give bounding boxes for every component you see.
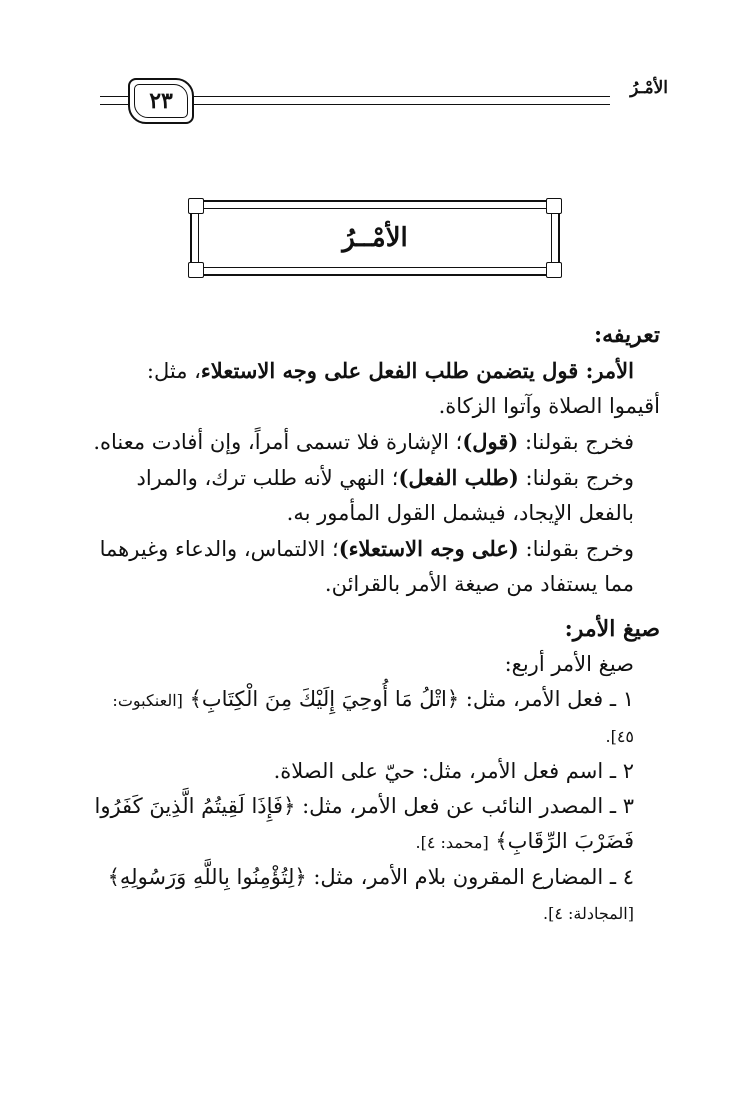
definition-after: ، مثل: xyxy=(146,359,201,383)
page-number: ٢٣ xyxy=(149,88,173,114)
exclusion-paragraph xyxy=(80,424,660,460)
page-number-frame xyxy=(128,78,194,124)
title-box xyxy=(190,200,560,276)
running-title: الأمْـرُ xyxy=(630,78,668,98)
form-item xyxy=(80,682,660,754)
quran-quote: ﴿اتْلُ مَا أُوحِيَ إِلَيْكَ مِنَ الْكِتَابِ﴾ xyxy=(189,687,460,711)
exclusion-rest: ؛ الإشارة فلا تسمى أمراً، وإن أفادت معناه. xyxy=(93,430,463,454)
definition-example: أقيموا الصلاة وآتوا الزكاة. xyxy=(438,394,660,418)
definition-text: : قول يتضمن طلب الفعل على وجه الاستعلاء xyxy=(200,358,594,383)
header-rule xyxy=(192,96,610,105)
exclusion-phrase: (طلب الفعل) xyxy=(398,465,519,490)
page-header xyxy=(88,70,668,126)
forms-heading: صيغ الأمر: xyxy=(564,616,660,642)
verse-reference: [العنكبوت: ٤٥]. xyxy=(112,691,634,746)
definition-paragraph xyxy=(80,353,660,389)
exclusion-paragraph xyxy=(80,460,660,531)
spacer xyxy=(80,602,660,612)
forms-intro: صيغ الأمر أربع: xyxy=(504,652,634,676)
quran-quote: ﴿لِتُؤْمِنُوا بِاللَّهِ وَرَسُولِهِ﴾ xyxy=(107,865,307,889)
frame-corner xyxy=(188,262,204,278)
form-item-text: ٣ ـ المصدر النائب عن فعل الأمر، مثل: xyxy=(295,794,634,818)
verse-reference: [محمد: ٤]. xyxy=(415,833,489,852)
exclusion-rest: ؛ الالتماس، والدعاء وغيرهما مما يستفاد من صيغة الأمر بالقرائن. xyxy=(99,537,634,596)
frame-corner xyxy=(546,198,562,214)
frame-corner xyxy=(546,262,562,278)
form-item xyxy=(80,789,660,860)
frame-corner xyxy=(188,198,204,214)
exclusion-paragraph xyxy=(80,531,660,602)
definition-heading: تعريفه: xyxy=(593,322,660,348)
exclusion-lead: فخرج بقولنا: xyxy=(518,430,634,454)
verse-reference: [المجادلة: ٤]. xyxy=(543,904,634,923)
form-item-text: ٢ ـ اسم فعل الأمر، مثل: حيّ على الصلاة. xyxy=(273,759,634,783)
form-item xyxy=(80,860,660,931)
form-item-text: ٤ ـ المضارع المقرون بلام الأمر، مثل: xyxy=(306,865,634,889)
exclusion-lead: وخرج بقولنا: xyxy=(518,537,634,561)
definition-term: الأمر xyxy=(593,358,634,383)
form-item xyxy=(80,754,660,789)
exclusion-phrase: (قول) xyxy=(462,429,519,454)
form-item-text: ١ ـ فعل الأمر، مثل: xyxy=(459,687,634,711)
header-rule-left xyxy=(100,96,128,105)
body-text xyxy=(80,318,660,931)
exclusion-rest: ؛ النهي لأنه طلب ترك، والمراد بالفعل الإيجاد، فيشمل القول المأمور به. xyxy=(136,466,634,525)
quran-quote: ﴿فَإِذَا لَقِيتُمُ الَّذِينَ كَفَرُوا فَضَرْبَ الرِّقَابِ﴾ xyxy=(94,794,634,853)
exclusion-phrase: (على وجه الاستعلاء) xyxy=(338,536,519,561)
section-title: الأمْــرُ xyxy=(342,223,408,253)
exclusion-lead: وخرج بقولنا: xyxy=(518,466,634,490)
